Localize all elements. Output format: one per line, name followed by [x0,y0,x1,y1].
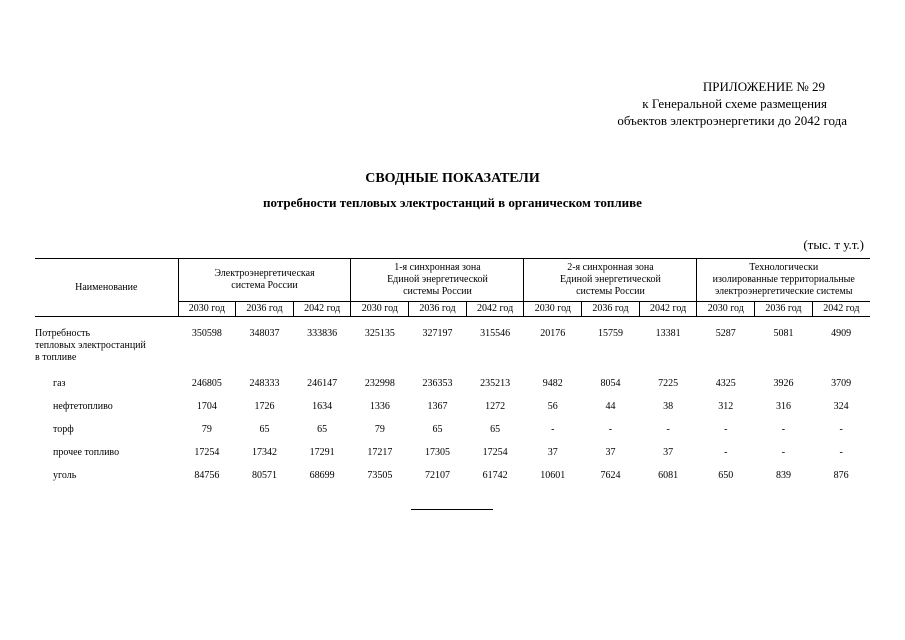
table-cell: 324 [833,401,849,412]
group-header-1-line-1: Электроэнергетическая [214,268,315,279]
table-cell: 68699 [309,470,335,481]
table-cell: 248333 [249,378,280,389]
table-cell: 80571 [251,470,277,481]
table-row [35,375,870,398]
table-cell: 1634 [312,401,333,412]
year-header: 2042 год [639,302,697,317]
group-header-2-line-1: 1-я синхронная зона [394,262,481,273]
group-header-2-line-2: Единой энергетической [387,274,488,285]
group-header-1 [178,259,351,302]
row-name [35,467,178,490]
year-header: 2042 год [812,302,870,317]
appendix-header [617,78,847,129]
table-cell: - [608,424,613,435]
table-row [35,421,870,444]
year-header: 2030 год [178,302,236,317]
table-cell: 84756 [194,470,220,481]
table-cell: 1726 [254,401,275,412]
table-cell: 7225 [658,378,679,389]
table-cell: 61742 [482,470,508,481]
table-cell: - [781,447,786,458]
table-cell: 38 [663,401,674,412]
row-name [35,444,178,467]
group-header-3-line-1: 2-я синхронная зона [567,262,654,273]
row-name-line: газ [53,378,66,389]
table-cell: 65 [490,424,501,435]
year-header: 2042 год [466,302,524,317]
table-cell: 4325 [715,378,736,389]
appendix-ref-line-2: объектов электроэнергетики до 2042 года [617,113,847,128]
unit-label: (тыс. т у.т.) [803,237,864,252]
row-name-line: в топливе [35,352,77,363]
group-header-4-line-2: изолированные территориальные [712,274,855,285]
table-cell: - [781,424,786,435]
table-cell: - [839,424,843,435]
table-cell: - [724,424,728,435]
table-body [35,317,870,491]
group-header-1-line-2: система России [231,280,298,291]
year-header: 2036 год [409,302,467,317]
name-column-header: Наименование [35,259,178,317]
table-cell: 1367 [427,401,448,412]
table-cell: 236353 [422,378,453,389]
year-header: 2036 год [755,302,813,317]
table-cell: 3926 [773,378,794,389]
table-row [35,444,870,467]
group-header-3 [524,259,697,302]
table-cell: 650 [718,470,734,481]
table-cell: - [839,447,843,458]
end-rule [411,509,493,510]
table-cell: 5081 [773,328,794,339]
table-cell: 4909 [831,328,852,339]
table-cell: 325135 [364,328,395,339]
row-name [35,421,178,444]
table-cell: 327197 [422,328,453,339]
table-cell: 73505 [367,470,393,481]
table-row [35,467,870,490]
document-title: СВОДНЫЕ ПОКАЗАТЕЛИ [365,171,540,186]
group-header-4-line-3: электроэнергетические системы [714,286,853,297]
table-cell: - [666,424,670,435]
table-cell: 65 [432,424,443,435]
table-cell: 79 [201,424,212,435]
document-subtitle: потребности тепловых электростанций в органическом топливе [263,195,642,210]
table-cell: - [724,447,728,458]
year-header: 2030 год [697,302,755,317]
table-row [35,325,870,375]
table-cell: 44 [605,401,616,412]
table-row [35,398,870,421]
table-cell: 876 [833,470,849,481]
row-name [35,375,178,398]
table-cell: 56 [547,401,558,412]
table-cell: - [551,424,555,435]
table-cell: 232998 [364,378,395,389]
year-header: 2030 год [351,302,409,317]
table-cell: 17254 [482,447,508,458]
table-cell: 20176 [540,328,566,339]
group-header-4 [697,259,870,302]
group-header-3-line-2: Единой энергетической [560,274,661,285]
group-header-2-line-3: системы России [403,286,472,297]
table-cell: 17217 [367,447,393,458]
year-header: 2042 год [293,302,351,317]
table-cell: 17254 [194,447,220,458]
year-header: 2030 год [524,302,582,317]
table-cell: 15759 [597,328,623,339]
row-name-line: тепловых электростанций [35,340,146,351]
table-cell: 65 [259,424,270,435]
row-name-line: уголь [53,470,77,481]
group-header-4-line-1: Технологически [749,262,819,273]
table-cell: 1704 [196,401,217,412]
table-cell: 348037 [249,328,280,339]
table-cell: 316 [775,401,791,412]
fuel-demand-table [35,258,870,490]
table-cell: 17305 [424,447,450,458]
table-cell: 333836 [307,328,338,339]
table-cell: 7624 [600,470,621,481]
table-cell: 3709 [831,378,852,389]
year-header: 2036 год [582,302,640,317]
group-header-3-line-3: системы России [576,286,645,297]
table-cell: 37 [663,447,674,458]
table-cell: 312 [718,401,734,412]
row-name [35,325,178,375]
table-cell: 246805 [191,378,222,389]
table-cell: 315546 [480,328,511,339]
table-cell: 235213 [480,378,511,389]
row-name-line: нефтетопливо [53,401,113,412]
table-header-row [35,259,870,302]
table-cell: 17342 [251,447,277,458]
table-cell: 79 [374,424,385,435]
table-cell: 72107 [424,470,450,481]
table-cell: 350598 [191,328,222,339]
row-name-line: торф [53,424,74,435]
row-name-line: прочее топливо [53,447,120,458]
table-cell: 8054 [600,378,621,389]
table-cell: 13381 [655,328,681,339]
table-cell: 839 [775,470,791,481]
table-cell: 65 [317,424,328,435]
appendix-ref-line-1: к Генеральной схеме размещения [642,96,827,111]
table-cell: 37 [605,447,616,458]
table-cell: 6081 [658,470,679,481]
table-cell: 246147 [307,378,338,389]
table-cell: 10601 [540,470,566,481]
table-cell: 37 [547,447,558,458]
table-cell: 1336 [369,401,390,412]
appendix-number: ПРИЛОЖЕНИЕ № 29 [702,79,825,94]
row-name [35,398,178,421]
table-cell: 9482 [542,378,563,389]
year-header: 2036 год [236,302,294,317]
group-header-2 [351,259,524,302]
table-cell: 5287 [715,328,736,339]
table-cell: 1272 [485,401,506,412]
row-name-line: Потребность [35,328,91,339]
table-cell: 17291 [309,447,335,458]
